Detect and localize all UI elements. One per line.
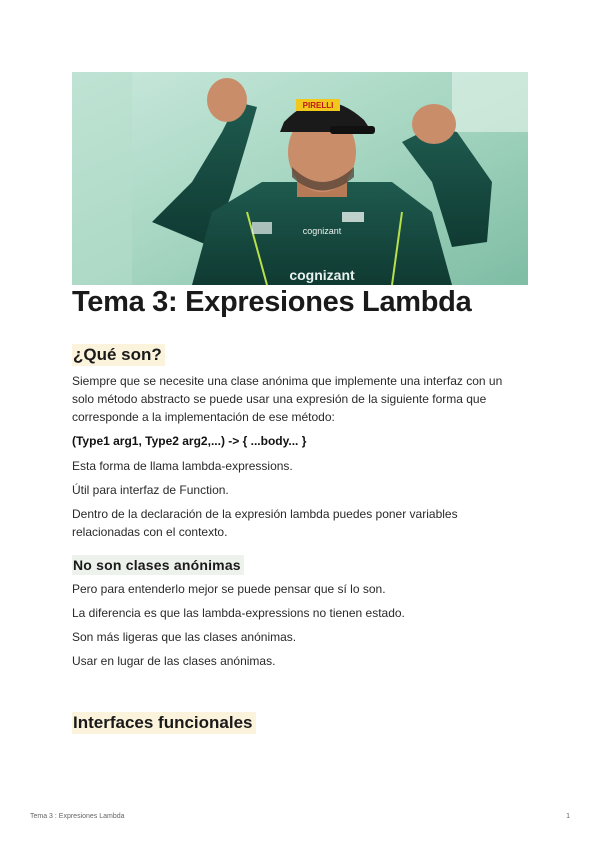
- page-title: Tema 3: Expresiones Lambda: [72, 286, 472, 318]
- footer-document-title: Tema 3 : Expresiones Lambda: [30, 813, 125, 820]
- cap-brand-text: PIRELLI: [302, 101, 334, 110]
- section-heading-que-son: ¿Qué son?: [72, 344, 165, 366]
- footer-page-number: 1: [566, 813, 570, 820]
- paragraph: Usar en lugar de las clases anónimas.: [72, 654, 276, 668]
- section-heading-interfaces-funcionales: Interfaces funcionales: [72, 712, 256, 734]
- paragraph: Pero para entenderlo mejor se puede pensar que sí lo son.: [72, 582, 386, 596]
- lambda-syntax-code: (Type1 arg1, Type2 arg2,...) -> { ...body... }: [72, 434, 307, 448]
- suit-logo-text-large: cognizant: [289, 267, 355, 283]
- podium-celebration-photo-icon: [72, 72, 528, 285]
- suit-logo-text: cognizant: [302, 226, 342, 236]
- section-heading-no-son-clases-anonimas: No son clases anónimas: [72, 555, 244, 575]
- paragraph: Dentro de la declaración de la expresión lambda puedes poner variables relacionadas con el contexto.: [72, 507, 458, 539]
- paragraph: Útil para interfaz de Function.: [72, 483, 229, 497]
- hero-image: [72, 72, 528, 285]
- paragraph: Esta forma de llama lambda-expressions.: [72, 459, 293, 473]
- paragraph: Siempre que se necesite una clase anónima que implemente una interfaz con un solo método abstracto se puede usar una expresión de la siguiente forma que corresponde a la implementación de ese método:: [72, 374, 503, 424]
- paragraph: La diferencia es que las lambda-expressions no tienen estado.: [72, 606, 405, 620]
- paragraph: Son más ligeras que las clases anónimas.: [72, 630, 297, 644]
